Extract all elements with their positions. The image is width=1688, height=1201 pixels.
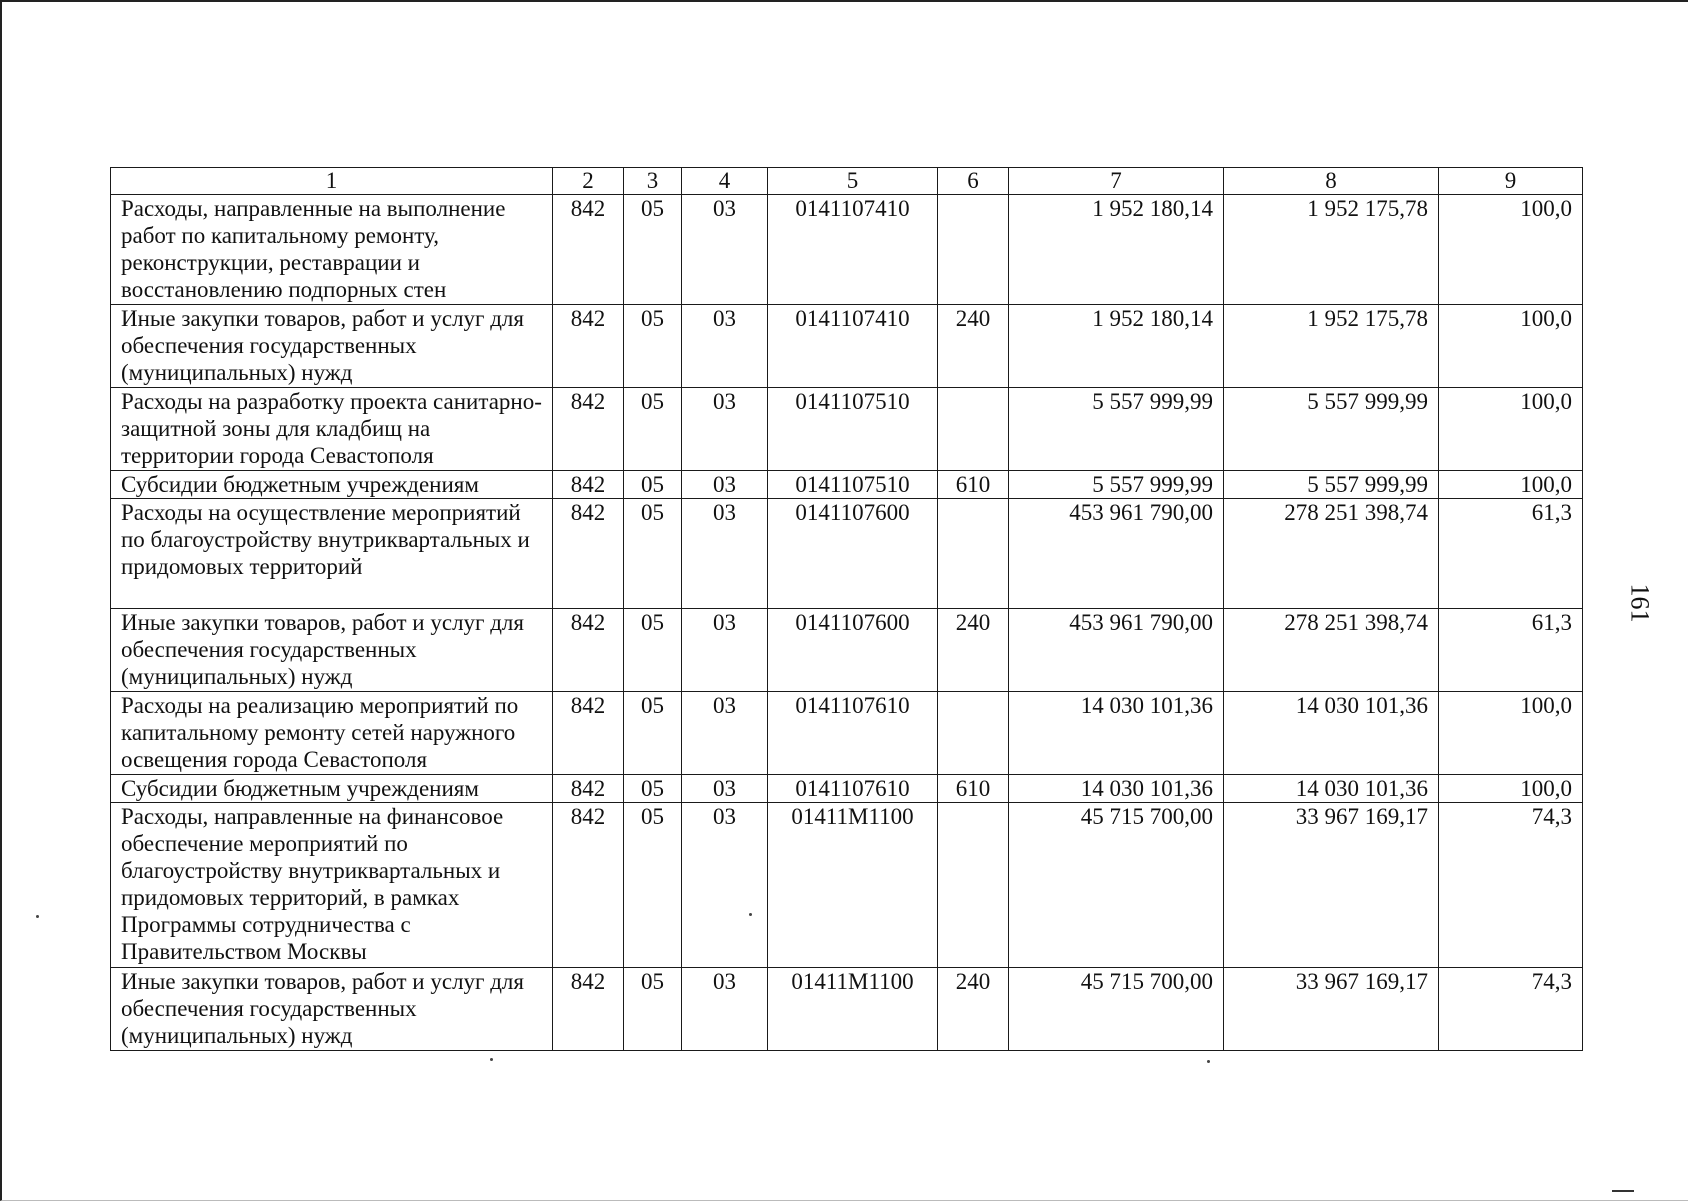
ministry-code-cell: 842 [553,388,624,471]
executed-amount-cell: 1 952 175,78 [1224,305,1439,388]
percent-cell: 100,0 [1439,471,1583,499]
target-article-cell: 0141107600 [768,609,938,692]
table-row [111,499,1583,609]
expense-type-cell [938,692,1009,775]
column-header: 3 [624,168,682,195]
executed-amount-cell: 278 251 398,74 [1224,499,1439,609]
scan-speck [490,1058,493,1061]
section-code-cell: 05 [624,692,682,775]
executed-amount-cell: 278 251 398,74 [1224,609,1439,692]
planned-amount-cell: 45 715 700,00 [1009,803,1224,968]
ministry-code-cell: 842 [553,195,624,305]
expense-name-cell: Иные закупки товаров, работ и услуг для обеспечения государственных (муниципальных) нужд [111,609,553,692]
subsection-code-cell: 03 [682,968,768,1051]
column-header: 8 [1224,168,1439,195]
executed-amount-cell: 33 967 169,17 [1224,968,1439,1051]
executed-amount-cell: 1 952 175,78 [1224,195,1439,305]
table-row [111,803,1583,968]
section-code-cell: 05 [624,305,682,388]
executed-amount-cell: 14 030 101,36 [1224,775,1439,803]
ministry-code-cell: 842 [553,499,624,609]
subsection-code-cell: 03 [682,803,768,968]
planned-amount-cell: 1 952 180,14 [1009,195,1224,305]
percent-cell: 100,0 [1439,775,1583,803]
ministry-code-cell: 842 [553,305,624,388]
section-code-cell: 05 [624,195,682,305]
percent-cell: 100,0 [1439,692,1583,775]
scan-mark [1612,1190,1634,1192]
section-code-cell: 05 [624,609,682,692]
planned-amount-cell: 453 961 790,00 [1009,499,1224,609]
section-code-cell: 05 [624,803,682,968]
table-row [111,692,1583,775]
target-article-cell: 0141107410 [768,195,938,305]
expense-name-cell: Расходы, направленные на финансовое обеспечение мероприятий по благоустройству внутриквартальных и придомовых территорий, в рамках Программы сотрудничества с Правительством Москвы [111,803,553,968]
table-row [111,305,1583,388]
subsection-code-cell: 03 [682,692,768,775]
target-article-cell: 0141107610 [768,775,938,803]
planned-amount-cell: 5 557 999,99 [1009,471,1224,499]
subsection-code-cell: 03 [682,471,768,499]
column-header: 5 [768,168,938,195]
percent-cell: 74,3 [1439,803,1583,968]
column-header: 7 [1009,168,1224,195]
ministry-code-cell: 842 [553,803,624,968]
section-code-cell: 05 [624,968,682,1051]
subsection-code-cell: 03 [682,305,768,388]
budget-table [110,167,1583,1051]
expense-type-cell [938,803,1009,968]
target-article-cell: 0141107410 [768,305,938,388]
planned-amount-cell: 1 952 180,14 [1009,305,1224,388]
column-header: 9 [1439,168,1583,195]
expense-type-cell: 240 [938,968,1009,1051]
section-code-cell: 05 [624,471,682,499]
planned-amount-cell: 453 961 790,00 [1009,609,1224,692]
percent-cell: 100,0 [1439,305,1583,388]
expense-type-cell [938,195,1009,305]
percent-cell: 74,3 [1439,968,1583,1051]
page-number: 161 [1625,583,1655,623]
expense-type-cell: 610 [938,471,1009,499]
expense-name-cell: Расходы на разработку проекта санитарно-защитной зоны для кладбищ на территории города Севастополя [111,388,553,471]
expense-type-cell [938,499,1009,609]
subsection-code-cell: 03 [682,195,768,305]
target-article-cell: 0141107510 [768,471,938,499]
section-code-cell: 05 [624,499,682,609]
table-row [111,195,1583,305]
expense-type-cell: 240 [938,609,1009,692]
percent-cell: 61,3 [1439,499,1583,609]
subsection-code-cell: 03 [682,609,768,692]
scan-speck [749,913,752,916]
executed-amount-cell: 5 557 999,99 [1224,471,1439,499]
ministry-code-cell: 842 [553,609,624,692]
executed-amount-cell: 14 030 101,36 [1224,692,1439,775]
subsection-code-cell: 03 [682,499,768,609]
ministry-code-cell: 842 [553,968,624,1051]
ministry-code-cell: 842 [553,775,624,803]
table-row [111,968,1583,1051]
expense-type-cell: 240 [938,305,1009,388]
expense-name-cell: Иные закупки товаров, работ и услуг для обеспечения государственных (муниципальных) нужд [111,968,553,1051]
target-article-cell: 0141107610 [768,692,938,775]
planned-amount-cell: 45 715 700,00 [1009,968,1224,1051]
table-row [111,388,1583,471]
executed-amount-cell: 5 557 999,99 [1224,388,1439,471]
percent-cell: 100,0 [1439,388,1583,471]
expense-name-cell: Расходы на реализацию мероприятий по капитальному ремонту сетей наружного освещения города Севастополя [111,692,553,775]
executed-amount-cell: 33 967 169,17 [1224,803,1439,968]
scan-speck [1207,1060,1210,1063]
target-article-cell: 01411М1100 [768,968,938,1051]
subsection-code-cell: 03 [682,775,768,803]
ministry-code-cell: 842 [553,471,624,499]
subsection-code-cell: 03 [682,388,768,471]
section-code-cell: 05 [624,388,682,471]
planned-amount-cell: 14 030 101,36 [1009,775,1224,803]
table-row [111,471,1583,499]
percent-cell: 61,3 [1439,609,1583,692]
expense-name-cell: Иные закупки товаров, работ и услуг для обеспечения государственных (муниципальных) нужд [111,305,553,388]
column-header: 1 [111,168,553,195]
ministry-code-cell: 842 [553,692,624,775]
expense-type-cell [938,388,1009,471]
expense-name-cell: Субсидии бюджетным учреждениям [111,471,553,499]
expense-name-cell: Субсидии бюджетным учреждениям [111,775,553,803]
header-row [111,168,1583,195]
target-article-cell: 0141107600 [768,499,938,609]
planned-amount-cell: 5 557 999,99 [1009,388,1224,471]
percent-cell: 100,0 [1439,195,1583,305]
planned-amount-cell: 14 030 101,36 [1009,692,1224,775]
section-code-cell: 05 [624,775,682,803]
table-row [111,775,1583,803]
target-article-cell: 0141107510 [768,388,938,471]
target-article-cell: 01411М1100 [768,803,938,968]
expense-name-cell: Расходы, направленные на выполнение работ по капитальному ремонту, реконструкции, реставрации и восстановлению подпорных стен [111,195,553,305]
column-header: 4 [682,168,768,195]
expense-name-cell: Расходы на осуществление мероприятий по благоустройству внутриквартальных и придомовых территорий [111,499,553,609]
scan-speck [36,915,39,918]
table-row [111,609,1583,692]
column-header: 6 [938,168,1009,195]
expense-type-cell: 610 [938,775,1009,803]
column-header: 2 [553,168,624,195]
